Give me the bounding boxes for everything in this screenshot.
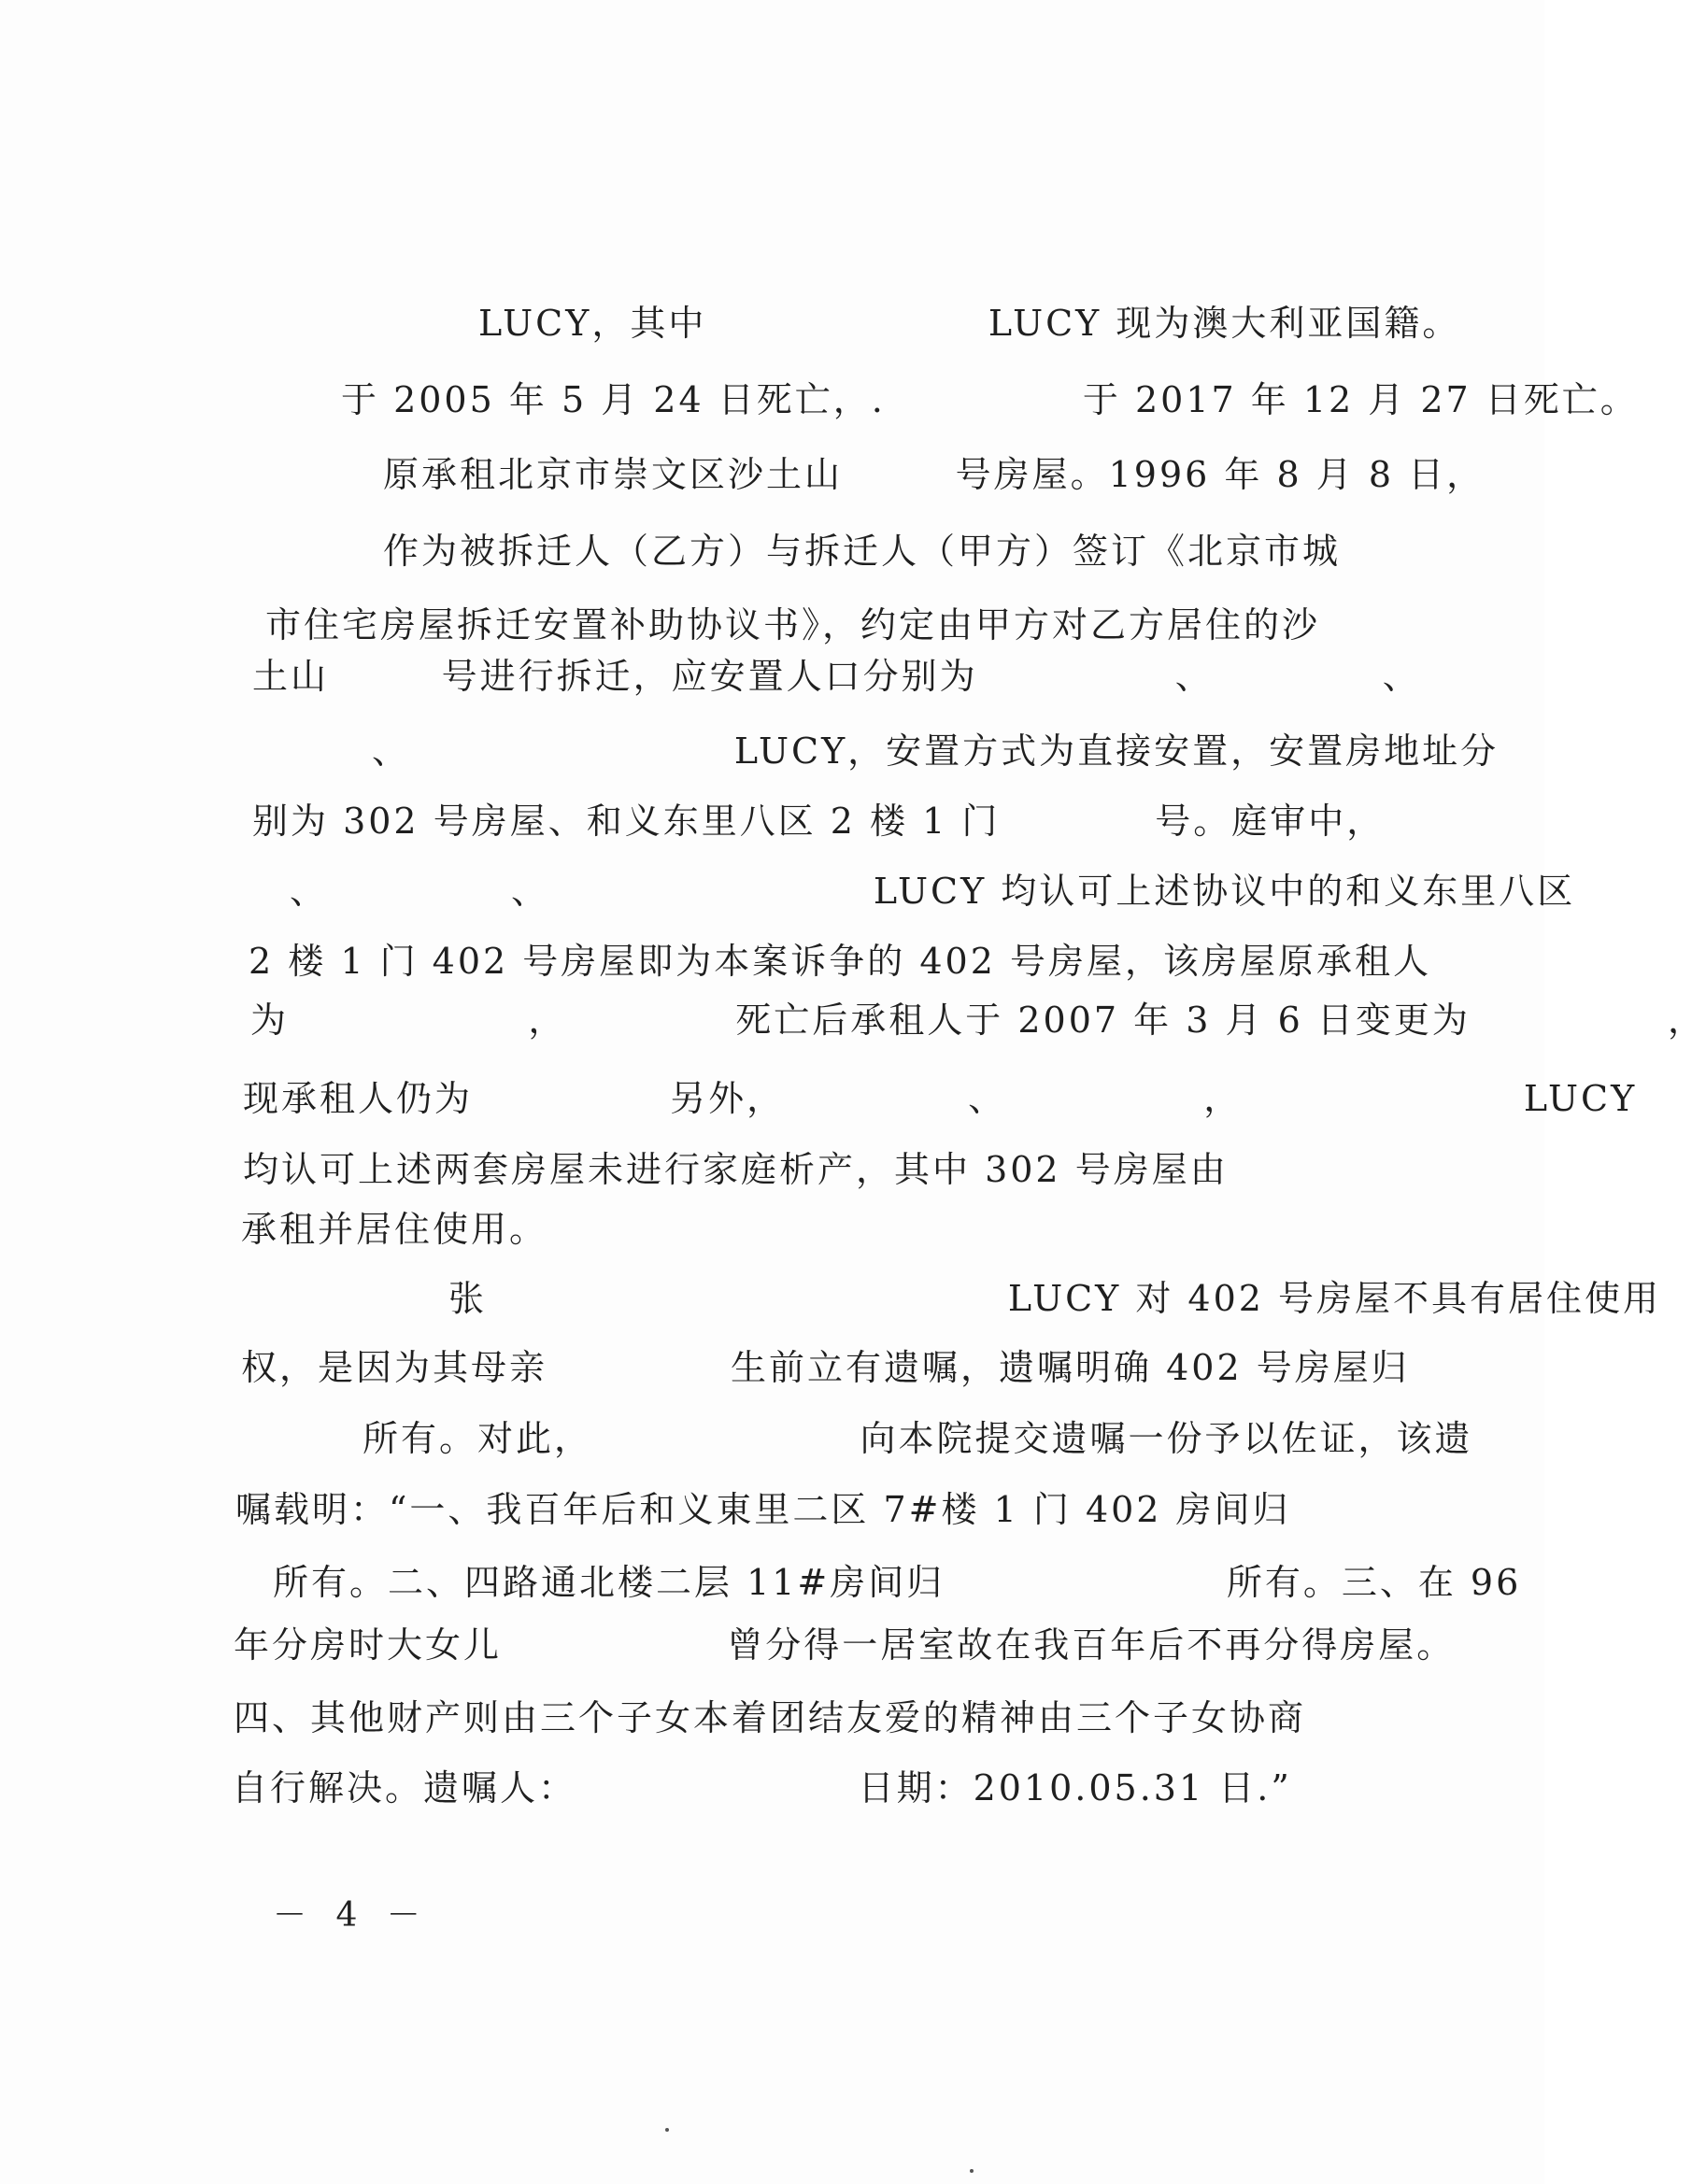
text-line-16: 权，是因为其母亲 生前立有遗嘱，遗嘱明确 402 号房屋归 [241,1347,1410,1388]
text-line-6: 土山 号进行拆迁，应安置人口分别为 、 、 [252,656,1421,697]
text-line-14: 承租并居住使用。 [241,1209,548,1250]
text-line-10: 2 楼 1 门 402 号房屋即为本案诉争的 402 号房屋，该房屋原承租人 [249,941,1431,982]
scan-speck [970,2169,974,2173]
text-line-19: 所有。二、四路通北楼二层 11#房间归 所有。三、在 96 [273,1562,1522,1603]
text-line-17: 所有。对此， 向本院提交遗嘱一份予以佐证，该遗 [363,1418,1473,1459]
text-line-5: 市住宅房屋拆迁安置补助协议书》，约定由甲方对乙方居住的沙 [265,604,1321,645]
text-line-13: 均认可上述两套房屋未进行家庭析产，其中 302 号房屋由 [243,1149,1229,1190]
text-line-11: 为 ， 死亡后承租人于 2007 年 3 月 6 日变更为 ， [250,1000,1706,1041]
text-line-7: 、 LUCY，安置方式为直接安置，安置房地址分 [372,730,1500,772]
page-number: － 4 － [273,1896,430,1935]
scan-speck [665,2128,669,2132]
text-line-20: 年分房时大女儿 曾分得一居室故在我百年后不再分得房屋。 [234,1624,1456,1666]
text-line-12: 现承租人仍为 另外， 、 ， LUCY [243,1078,1638,1119]
text-line-21: 四、其他财产则由三个子女本着团结友爱的精神由三个子女协商 [234,1697,1307,1738]
text-line-18: 嘱载明：“一、我百年后和义東里二区 7#楼 1 门 402 房间归 [235,1489,1291,1530]
text-line-2: 于 2005 年 5 月 24 日死亡，. 于 2017 年 12 月 27 日死亡。 [341,379,1639,420]
text-line-8: 别为 302 号房屋、和义东里八区 2 楼 1 门 号。庭审中， [252,801,1386,842]
text-line-9: 、 、 LUCY 均认可上述协议中的和义东里八区 [290,871,1576,912]
text-line-22: 自行解决。遗嘱人： 日期：2010.05.31 日.” [232,1767,1292,1808]
text-line-4: 作为被拆迁人（乙方）与拆迁人（甲方）签订《北京市城 [383,531,1342,572]
text-line-3: 原承租北京市崇文区沙土山 号房屋。1996 年 8 月 8 日， [383,454,1486,495]
text-line-15: 张 LUCY 对 402 号房屋不具有居住使用 [448,1278,1662,1319]
text-line-1: LUCY，其中 LUCY 现为澳大利亚国籍。 [478,303,1461,344]
